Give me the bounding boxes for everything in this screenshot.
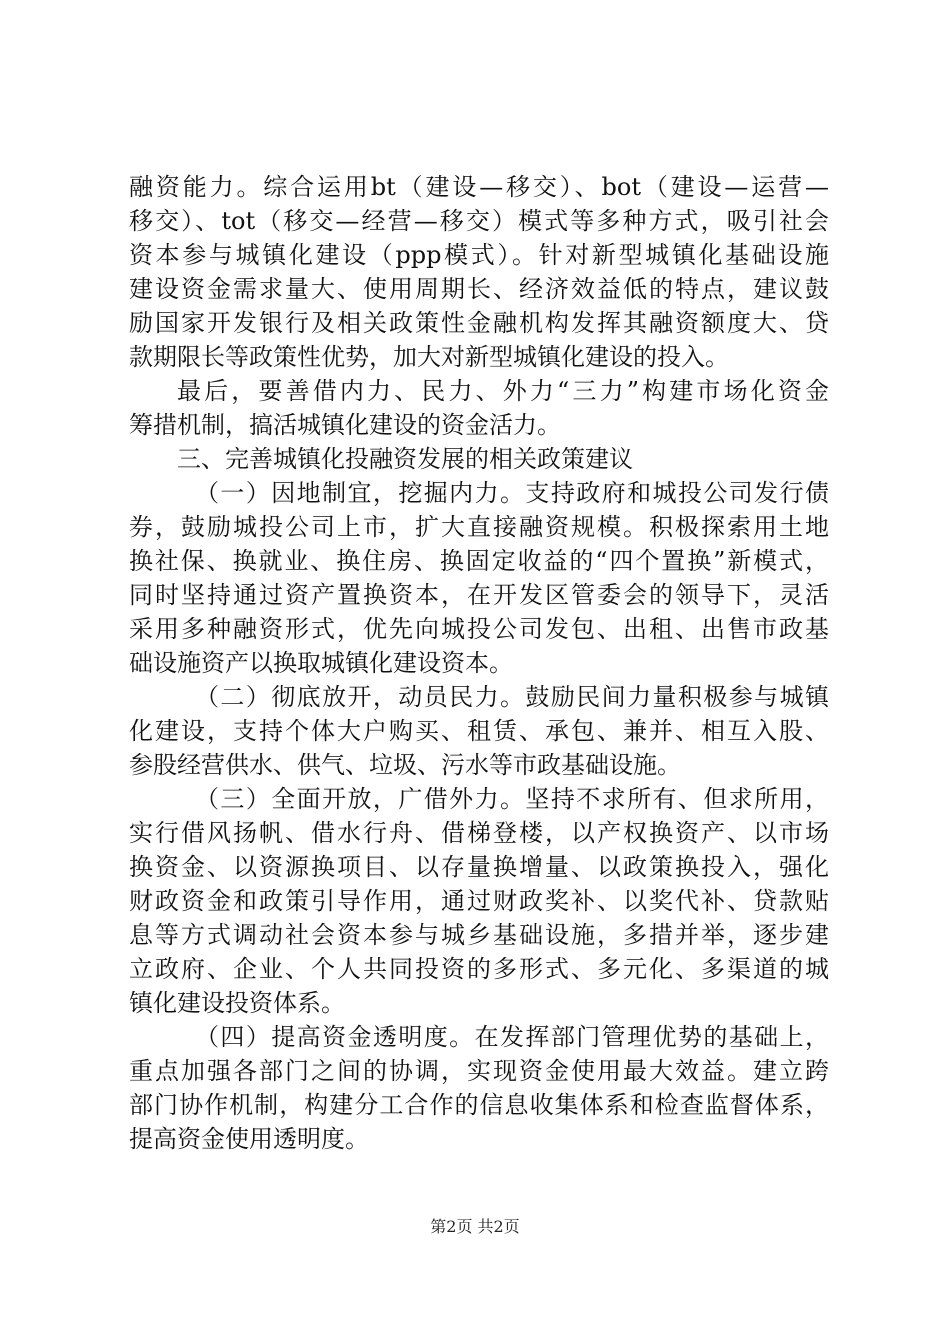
text-line: 镇化建设投资体系。 xyxy=(129,989,345,1017)
text-line: 筹措机制，搞活城镇化建设的资金活力。 xyxy=(129,411,561,439)
text-line: 换资金、以资源换项目、以存量换增量、以政策换投入，强化 xyxy=(129,853,829,881)
document-body xyxy=(129,170,829,1156)
text-line: 采用多种融资形式，优先向城投公司发包、出租、出售市政基 xyxy=(129,615,829,643)
paragraph-start-line: 最后，要善借内力、民力、外力“三力”构建市场化资金 xyxy=(177,377,829,405)
paragraph-start-line: （一）因地制宜，挖掘内力。支持政府和城投公司发行债 xyxy=(195,479,829,507)
text-line: 款期限长等政策性优势，加大对新型城镇化建设的投入。 xyxy=(129,343,729,371)
text-line: 实行借风扬帆、借水行舟、借梯登楼，以产权换资产、以市场 xyxy=(129,819,829,847)
text-line: 资本参与城镇化建设（ppp模式）。针对新型城镇化基础设施 xyxy=(129,241,829,269)
paragraph-start-line: （三）全面开放，广借外力。坚持不求所有、但求所用， xyxy=(195,785,829,813)
text-line: 提高资金使用透明度。 xyxy=(129,1125,369,1153)
text-line: 化建设，支持个体大户购买、租赁、承包、兼并、相互入股、 xyxy=(129,717,829,745)
text-line: 参股经营供水、供气、垃圾、污水等市政基础设施。 xyxy=(129,751,681,779)
paragraph-start-line: （四）提高资金透明度。在发挥部门管理优势的基础上， xyxy=(195,1023,829,1051)
paragraph-start-line: （二）彻底放开，动员民力。鼓励民间力量积极参与城镇 xyxy=(195,683,829,711)
text-line: 息等方式调动社会资本参与城乡基础设施，多措并举，逐步建 xyxy=(129,921,829,949)
text-line: 立政府、企业、个人共同投资的多形式、多元化、多渠道的城 xyxy=(129,955,829,983)
text-line: 励国家开发银行及相关政策性金融机构发挥其融资额度大、贷 xyxy=(129,309,829,337)
text-line: 换社保、换就业、换住房、换固定收益的“四个置换”新模式， xyxy=(129,547,829,575)
text-line: 财政资金和政策引导作用，通过财政奖补、以奖代补、贷款贴 xyxy=(129,887,829,915)
text-line: 移交）、tot（移交—经营—移交）模式等多种方式，吸引社会 xyxy=(129,207,829,235)
text-line: 同时坚持通过资产置换资本，在开发区管委会的领导下，灵活 xyxy=(129,581,829,609)
text-line: 券，鼓励城投公司上市，扩大直接融资规模。积极探索用土地 xyxy=(129,513,829,541)
section-heading: 三、完善城镇化投融资发展的相关政策建议 xyxy=(177,445,633,473)
text-line: 础设施资产以换取城镇化建设资本。 xyxy=(129,649,513,677)
page-number-footer: 第2页 共2页 xyxy=(430,1217,520,1236)
text-line: 建设资金需求量大、使用周期长、经济效益低的特点，建议鼓 xyxy=(129,275,829,303)
text-line: 融资能力。综合运用bt（建设—移交）、bot（建设—运营— xyxy=(129,173,829,201)
text-line: 部门协作机制，构建分工合作的信息收集体系和检查监督体系， xyxy=(129,1091,829,1119)
text-line: 重点加强各部门之间的协调，实现资金使用最大效益。建立跨 xyxy=(129,1057,829,1085)
